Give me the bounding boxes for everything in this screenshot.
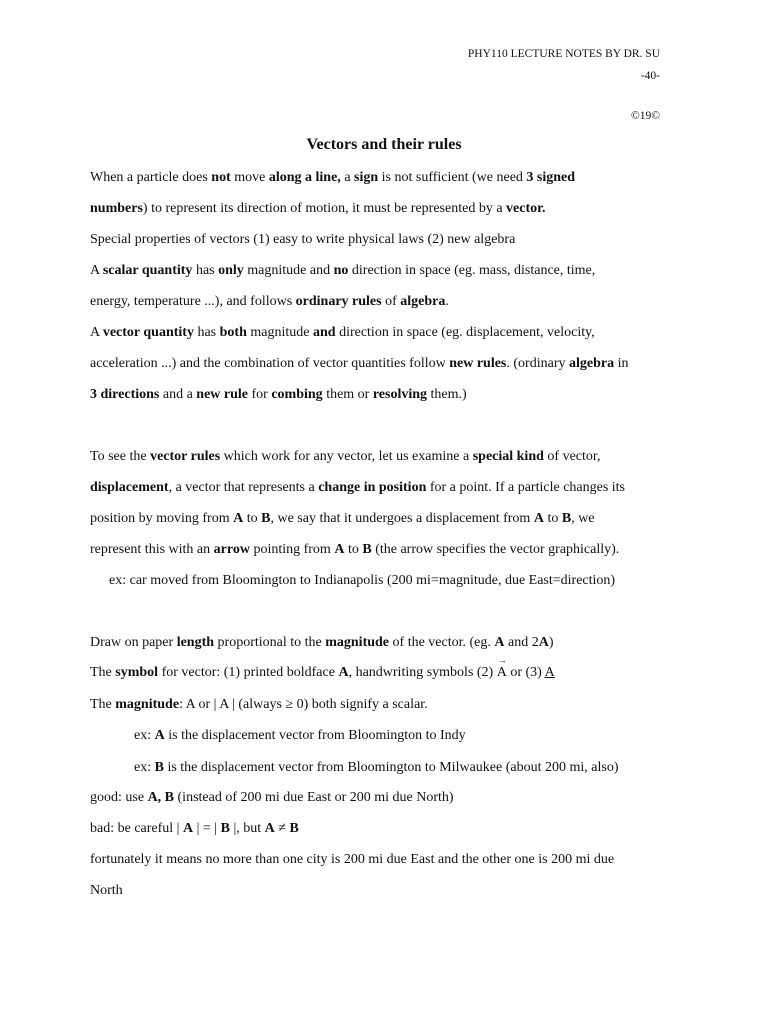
text-run: and a xyxy=(159,387,197,402)
text-run: Special properties of vectors (1) easy to write physical laws (2) new algebra xyxy=(90,232,516,247)
text-line xyxy=(90,511,595,527)
vector-arrow-symbol: → A xyxy=(496,655,507,680)
bold-term: A xyxy=(233,511,244,526)
bold-term: numbers xyxy=(90,201,143,216)
bold-term: special kind xyxy=(472,449,544,464)
bold-term: symbol xyxy=(115,665,159,680)
bold-term: no xyxy=(333,263,349,278)
bold-term: B xyxy=(220,821,230,836)
text-run: A xyxy=(90,325,103,340)
bold-term: 3 directions xyxy=(90,387,160,402)
bold-term: ordinary rules xyxy=(295,294,382,309)
text-line xyxy=(90,655,555,681)
bold-term: algebra xyxy=(400,294,446,309)
text-run: , we xyxy=(571,511,595,526)
text-line xyxy=(90,542,619,558)
bold-term: vector quantity xyxy=(102,325,194,340)
bold-term: B xyxy=(561,511,572,526)
text-line xyxy=(90,790,454,806)
text-run: Draw on paper xyxy=(90,635,177,650)
text-run: for a point. If a particle changes its xyxy=(426,480,626,495)
text-line xyxy=(90,325,595,341)
text-run: which work for any vector, let us examine a xyxy=(220,449,473,464)
text-line xyxy=(134,728,466,744)
text-run: . (ordinary xyxy=(506,356,569,371)
text-line xyxy=(90,263,595,279)
bold-term: B xyxy=(154,760,164,775)
bold-term: along a line, xyxy=(268,170,341,185)
bold-term: vector rules xyxy=(150,449,221,464)
bold-term: A xyxy=(533,511,544,526)
bold-term: B xyxy=(261,511,271,526)
text-run: position by moving from xyxy=(90,511,234,526)
bold-term: length xyxy=(176,635,215,650)
copyright-mark: ©19© xyxy=(631,110,660,122)
text-run: of vector, xyxy=(543,449,601,464)
text-line xyxy=(90,232,515,248)
bold-term: arrow xyxy=(213,542,250,557)
bold-term: new rules xyxy=(449,356,507,371)
text-run: |, but xyxy=(229,821,265,836)
text-run: is the displacement vector from Bloomington to Milwaukee (about 200 mi, also) xyxy=(163,760,619,775)
text-run: , a vector that represents a xyxy=(168,480,319,495)
text-run: To see the xyxy=(90,449,151,464)
text-run: in xyxy=(614,356,629,371)
text-run: of the vector. (eg. xyxy=(389,635,495,650)
bold-term: combing xyxy=(271,387,323,402)
bold-term: sign xyxy=(354,170,379,185)
text-run: acceleration ...) and the combination of vector quantities follow xyxy=(90,356,450,371)
text-run: , handwriting symbols (2) xyxy=(348,665,497,680)
text-run: A xyxy=(90,263,103,278)
text-run: them.) xyxy=(427,387,467,402)
bold-term: displacement xyxy=(90,480,169,495)
bold-term: B xyxy=(289,821,299,836)
text-line xyxy=(90,852,614,868)
text-run: ex: xyxy=(134,760,155,775)
bold-term: A xyxy=(334,542,345,557)
text-run: direction in space (eg. displacement, velocity, xyxy=(335,325,595,340)
text-run: : A or | A | (always ≥ 0) both signify a scalar. xyxy=(179,697,428,712)
text-line xyxy=(90,635,554,651)
text-line xyxy=(90,449,601,465)
text-run: direction in space (eg. mass, distance, time, xyxy=(348,263,596,278)
text-run: them or xyxy=(322,387,373,402)
text-run: ex: car moved from Bloomington to Indianapolis (200 mi=magnitude, due East=direction) xyxy=(109,573,616,588)
text-run: has xyxy=(193,325,220,340)
bold-term: scalar quantity xyxy=(102,263,193,278)
arrow-icon: → xyxy=(497,655,507,665)
text-line xyxy=(90,356,628,372)
bold-term: magnitude xyxy=(325,635,390,650)
text-line xyxy=(90,821,299,837)
bold-term: vector. xyxy=(506,201,546,216)
header-course: PHY110 LECTURE NOTES BY DR. SU xyxy=(467,48,660,60)
bold-term: A xyxy=(154,728,165,743)
text-run: bad: be careful | xyxy=(90,821,183,836)
page-number: -40- xyxy=(640,70,660,82)
text-run: move xyxy=(230,170,269,185)
bold-term: and xyxy=(312,325,336,340)
text-run: | = | xyxy=(193,821,221,836)
bold-term: A xyxy=(264,821,275,836)
text-line xyxy=(90,387,467,403)
bold-term: both xyxy=(219,325,247,340)
text-run: magnitude and xyxy=(243,263,334,278)
text-run: and 2 xyxy=(504,635,539,650)
text-run: to xyxy=(243,511,262,526)
text-line xyxy=(90,480,625,496)
text-run: good: use xyxy=(90,790,148,805)
text-line xyxy=(90,294,449,310)
bold-term: A, B xyxy=(147,790,175,805)
bold-term: B xyxy=(362,542,372,557)
text-run: energy, temperature ...), and follows xyxy=(90,294,296,309)
text-line xyxy=(109,573,615,589)
bold-term: A xyxy=(538,635,549,650)
text-run: pointing from xyxy=(249,542,335,557)
text-run: (the arrow specifies the vector graphically). xyxy=(371,542,620,557)
text-run: When a particle does xyxy=(90,170,212,185)
text-line xyxy=(90,201,546,217)
bold-term: algebra xyxy=(568,356,615,371)
text-line xyxy=(90,170,575,186)
bold-term: A xyxy=(182,821,194,836)
text-run: represent this with an xyxy=(90,542,214,557)
text-run: ex: xyxy=(134,728,155,743)
text-run: to xyxy=(543,511,562,526)
text-run: for vector: (1) printed boldface xyxy=(158,665,339,680)
text-run: . xyxy=(445,294,449,309)
text-run: North xyxy=(90,883,123,898)
text-line xyxy=(90,697,428,713)
underlined-symbol: A xyxy=(544,665,555,680)
text-run: (instead of 200 mi due East or 200 mi due North) xyxy=(174,790,454,805)
bold-term: magnitude xyxy=(115,697,180,712)
text-run: or (3) xyxy=(506,665,545,680)
bold-term: change in position xyxy=(318,480,427,495)
text-run: magnitude xyxy=(246,325,313,340)
bold-term: resolving xyxy=(372,387,428,402)
bold-term: new rule xyxy=(196,387,249,402)
text-run: ) xyxy=(548,635,554,650)
text-run: for xyxy=(248,387,272,402)
bold-term: not xyxy=(211,170,231,185)
bold-term: A xyxy=(494,635,505,650)
text-run: is the displacement vector from Bloomington to Indy xyxy=(164,728,466,743)
text-line xyxy=(134,760,618,776)
text-run: is not sufficient (we need xyxy=(378,170,527,185)
text-run: , we say that it undergoes a displacement from xyxy=(270,511,534,526)
text-run: The xyxy=(90,697,116,712)
text-run: has xyxy=(192,263,219,278)
bold-term: 3 signed xyxy=(526,170,576,185)
text-run: to xyxy=(344,542,363,557)
bold-term: only xyxy=(218,263,244,278)
text-run: ≠ xyxy=(274,821,290,836)
page-title: Vectors and their rules xyxy=(306,136,462,153)
text-run: proportional to the xyxy=(214,635,326,650)
text-run: fortunately it means no more than one city is 200 mi due East and the other one is 200 mi due xyxy=(90,852,615,867)
text-run: The xyxy=(90,665,116,680)
text-line xyxy=(90,883,123,899)
bold-term: A xyxy=(338,665,349,680)
text-run: ) to represent its direction of motion, it must be represented by a xyxy=(142,201,507,216)
text-run: of xyxy=(381,294,401,309)
text-run: a xyxy=(340,170,355,185)
